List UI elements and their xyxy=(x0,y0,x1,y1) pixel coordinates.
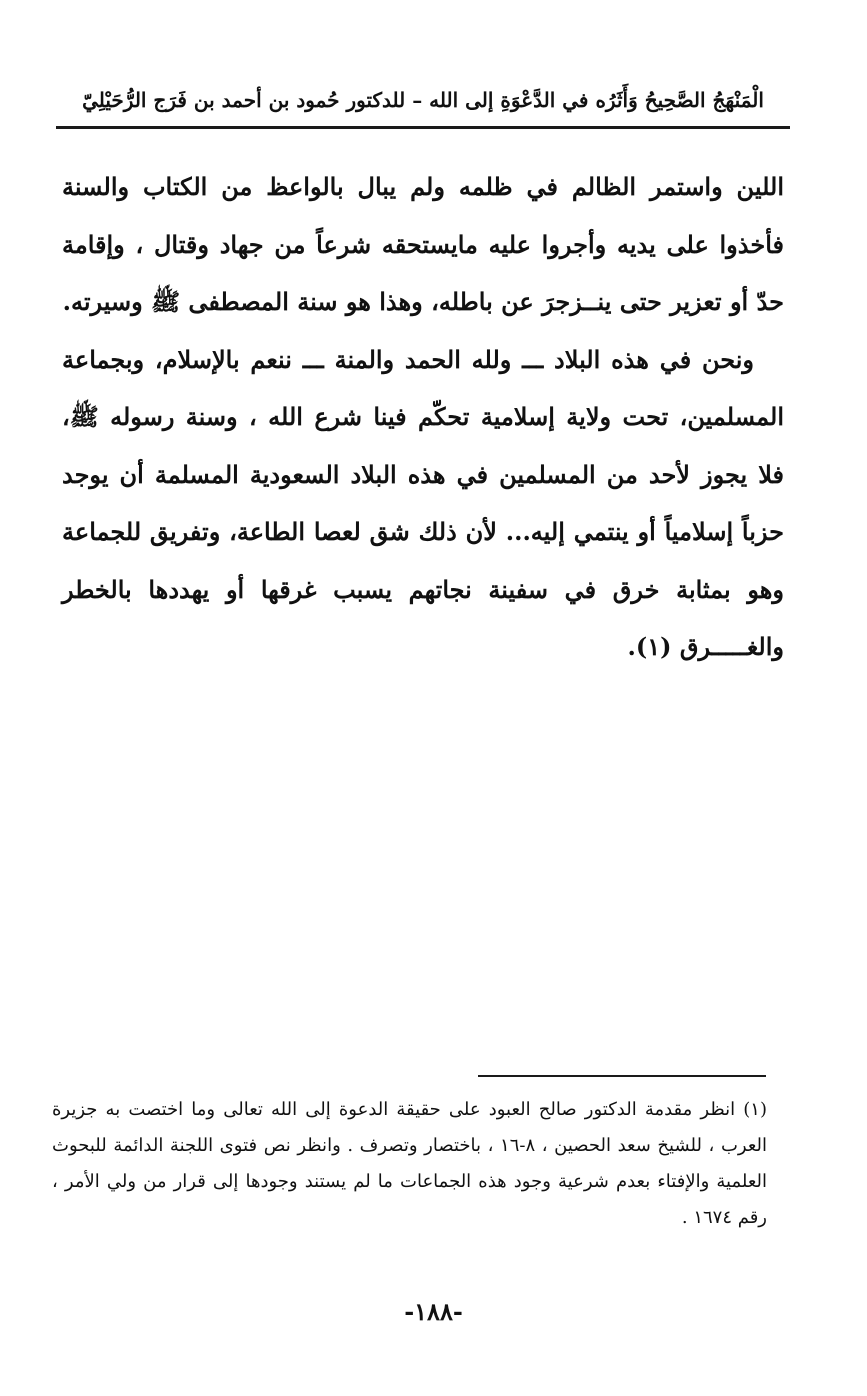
header-divider xyxy=(56,126,790,129)
paragraph-continuation: اللين واستمر الظالم في ظلمه ولم يبال بالواعظ من الكتاب والسنة فأخذوا على يديه وأجروا عليه مايستحقه شرعاً من جهاد وقتال ، وإقامة حدّ أو تعزير حتى ينــزجرَ عن باطله، وهذا هو سنة المصطفى ﷺ وسيرته. xyxy=(62,172,784,316)
footnote-text: (١) انظر مقدمة الدكتور صالح العبود على حقيقة الدعوة إلى الله تعالى وما اختصت به جزيرة العرب ، للشيخ سعد الحصين ، ٨-١٦ ، باختصار وتصرف . وانظر نص فتوى اللجنة الدائمة للبحوث العلمية والإفتاء بعدم شرعية وجود هذه الجماعات ما لم يستند وجودها إلى قرار من ولي الأمر ، رقم ١٦٧٤ . xyxy=(52,1099,768,1228)
running-header: الْمَنْهَجُ الصَّحِيحُ وَأَثَرُه في الدَّعْوَةِ إلى الله – للدكتور حُمود بن أحمد بن فَرَج الرُّحَيْلِيّ xyxy=(82,88,764,112)
footnote xyxy=(52,1092,767,1236)
paragraph: ونحن في هذه البلاد ـــ ولله الحمد والمنة ـــ ننعم بالإسلام، وبجماعة المسلمين، تحت ولاية إسلامية تحكّم فينا شرع الله ، وسنة رسوله ﷺ، فلا يجوز لأحد من المسلمين في هذه البلاد السعودية المسلمة أن يوجد حزباً إسلامياً أو ينتمي إليه... لأن ذلك شق لعصا الطاعة، وتفريق للجماعة وهو بمثابة خرق في سفينة نجاتهم يسبب غرقها أو يهددها بالخطر والغـــــرق (١). xyxy=(62,344,784,661)
footnote-divider xyxy=(478,1075,766,1077)
page-number: -١٨٨- xyxy=(404,1297,463,1326)
main-text xyxy=(62,158,784,676)
